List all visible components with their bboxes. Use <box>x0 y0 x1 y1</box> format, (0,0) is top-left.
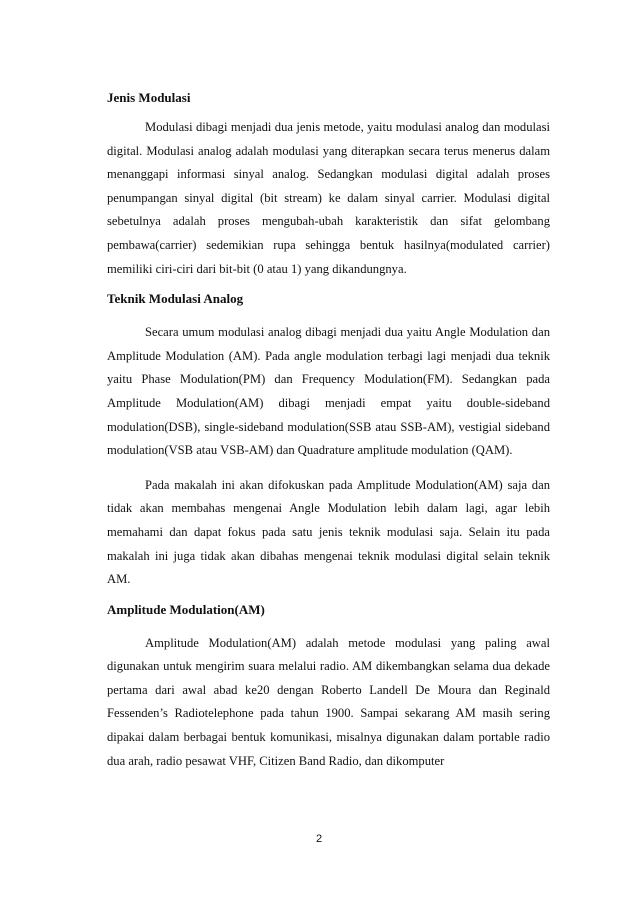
paragraph-teknik-modulasi-1: Secara umum modulasi analog dibagi menjadi dua yaitu Angle Modulation dan Amplitude Modulation (AM). Pada angle modulation terbagi lagi menjadi dua teknik yaitu Phase Modulation(PM) dan Frequency Modulation(FM). Sedangkan pada Amplitude Modulation(AM) dibagi menjadi empat yaitu double-sideband modulation(DSB), single-sideband modulation(SSB atau SSB-AM), vestigial sideband modulation(VSB atau VSB-AM) dan Quadrature amplitude modulation (QAM). <box>107 325 550 458</box>
paragraph-jenis-modulasi: Modulasi dibagi menjadi dua jenis metode, yaitu modulasi analog dan modulasi digital. Modulasi analog adalah modulasi yang diterapkan secara terus menerus dalam menanggapi informasi sinyal analog. Sedangkan modulasi digital adalah proses penumpangan sinyal digital (bit stream) ke dalam sinyal carrier. Modulasi digital sebetulnya adalah proses mengubah-ubah karakteristik dan sifat gelombang pembawa(carrier) sedemikian rupa sehingga bentuk hasilnya(modulated carrier) memiliki ciri-ciri dari bit-bit (0 atau 1) yang dikandungnya. <box>107 120 550 276</box>
heading-jenis-modulasi: Jenis Modulasi <box>107 90 191 105</box>
heading-amplitude-modulation: Amplitude Modulation(AM) <box>107 601 265 617</box>
paragraph-amplitude-modulation: Amplitude Modulation(AM) adalah metode modulasi yang paling awal digunakan untuk mengirim suara melalui radio. AM dikembangkan selama dua dekade pertama dari awal abad ke20 dengan Roberto Landell De Moura dan Reginald Fessenden’s Radiotelephone pada tahun 1900. Sampai sekarang AM masih sering dipakai dalam berbagai bentuk komunikasi, misalnya digunakan dalam portable radio dua arah, radio pesawat VHF, Citizen Band Radio, dan dikomputer <box>107 635 550 768</box>
page-content <box>107 0 550 773</box>
page-number: 2 <box>315 833 323 845</box>
paragraph-teknik-modulasi-2: Pada makalah ini akan difokuskan pada Amplitude Modulation(AM) saja dan tidak akan membahas mengenai Angle Modulation lebih dalam lagi, agar lebih memahami dan dapat fokus pada satu jenis teknik modulasi saja. Selain itu pada makalah ini juga tidak akan dibahas mengenai teknik modulasi digital selain teknik AM. <box>107 477 550 587</box>
heading-teknik-modulasi-analog: Teknik Modulasi Analog <box>107 291 244 307</box>
